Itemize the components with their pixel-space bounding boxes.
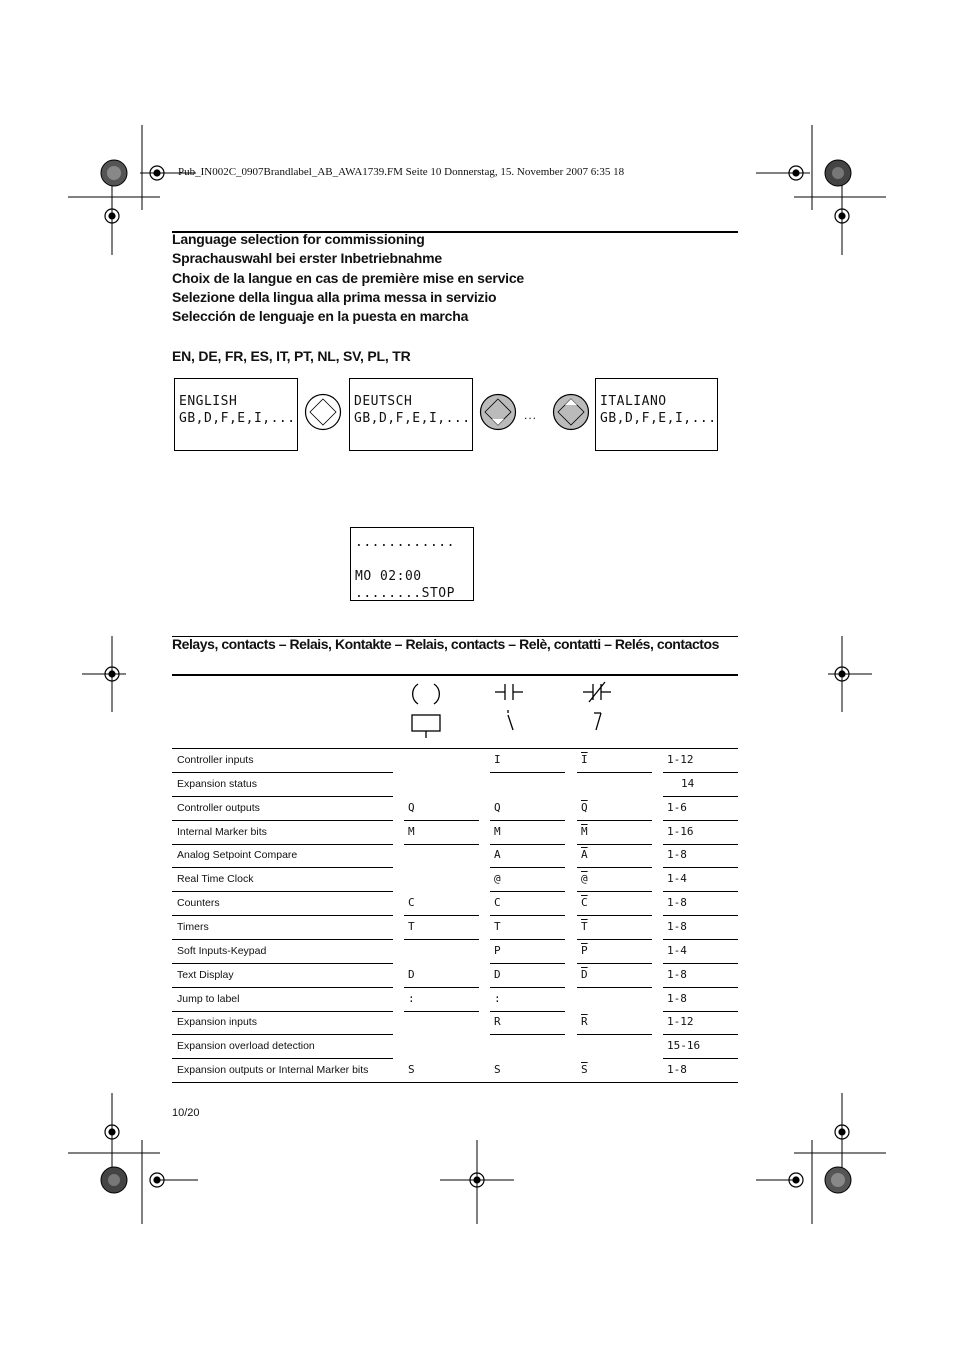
- cell-no: D: [494, 968, 501, 981]
- cell-nc: $\overline{C}$: [581, 896, 588, 909]
- cell-range: 1-8: [667, 896, 687, 909]
- cell-range: 1-12: [667, 1015, 694, 1028]
- relays-heading: Relays, contacts – Relais, Kontakte – Relais, contacts – Relè, contatti – Relés, contactos: [172, 636, 719, 652]
- table-row: [172, 964, 738, 987]
- lcd-line-1: ............: [355, 535, 455, 550]
- heading-de: Sprachauswahl bei erster Inbetriebnahme: [172, 250, 442, 266]
- row-label: Real Time Clock: [177, 873, 254, 885]
- languages-list: EN, DE, FR, ES, IT, PT, NL, SV, PL, TR: [172, 348, 411, 364]
- cell-no: Q: [494, 801, 501, 814]
- row-label: Expansion inputs: [177, 1016, 257, 1028]
- cell-coil: C: [408, 896, 415, 909]
- cell-nc: $\overline{D}$: [581, 968, 588, 981]
- heading-fr: Choix de la langue en cas de première mise en service: [172, 270, 525, 286]
- row-label: Expansion status: [177, 778, 257, 790]
- cell-range: 14: [681, 777, 695, 790]
- cell-coil: Q: [408, 801, 415, 814]
- page-number: 10/20: [172, 1107, 200, 1119]
- lcd-line-1: ENGLISH: [179, 394, 238, 409]
- cell-range: 15-16: [667, 1039, 701, 1052]
- lcd-line-3: ........STOP: [355, 586, 455, 601]
- print-slug: Pub_IN002C_0907Brandlabel_AB_AWA1739.FM Seite 10 Donnerstag, 15. November 2007 6:35 18: [178, 166, 625, 178]
- row-label: Expansion outputs or Internal Marker bits: [177, 1064, 369, 1076]
- row-label: Analog Setpoint Compare: [177, 849, 298, 861]
- row-label: Controller outputs: [177, 802, 260, 814]
- cell-range: 1-8: [667, 992, 687, 1005]
- cell-coil: :: [408, 992, 415, 1005]
- lcd-line-2: GB,D,F,E,I,...: [600, 411, 717, 426]
- lcd-line-2: MO 02:00: [355, 569, 422, 584]
- cell-range: 1-12: [667, 753, 694, 766]
- lcd-english: [174, 378, 298, 451]
- table-row: [172, 868, 738, 891]
- table-top-rule: [172, 674, 738, 676]
- table-row: [172, 844, 738, 867]
- table-row: [172, 892, 738, 915]
- lcd-line-1: ITALIANO: [600, 394, 667, 409]
- table-row: [172, 773, 738, 796]
- row-label: Counters: [177, 897, 220, 909]
- cell-range: 1-4: [667, 872, 687, 885]
- row-label: Internal Marker bits: [177, 826, 267, 838]
- cell-nc: $\overline{S}$: [581, 1063, 588, 1076]
- cell-coil: M: [408, 825, 415, 838]
- cell-range: 1-8: [667, 920, 687, 933]
- cell-no: C: [494, 896, 501, 909]
- cursor-button-plain-icon[interactable]: [304, 393, 342, 431]
- heading-es: Selección de lenguaje en la puesta en marcha: [172, 308, 469, 324]
- cell-range: 1-8: [667, 848, 687, 861]
- lcd-line-2: GB,D,F,E,I,...: [179, 411, 296, 426]
- cell-nc: @: [581, 872, 588, 885]
- cell-range: 1-8: [667, 1063, 687, 1076]
- cell-nc: $\overline{Q}$: [581, 801, 588, 814]
- cell-no: S: [494, 1063, 501, 1076]
- lcd-line-1: DEUTSCH: [354, 394, 413, 409]
- cell-no: A: [494, 848, 501, 861]
- nc-contact-symbol-icon: [580, 680, 616, 740]
- cell-range: 1-6: [667, 801, 687, 814]
- row-label: Controller inputs: [177, 754, 254, 766]
- cell-range: 1-8: [667, 968, 687, 981]
- cursor-button-up-icon[interactable]: [552, 393, 590, 431]
- row-label: Expansion overload detection: [177, 1040, 315, 1052]
- table-row: [172, 940, 738, 963]
- ellipsis: ...: [524, 408, 538, 422]
- cursor-button-down-icon[interactable]: [479, 393, 517, 431]
- table-row: [172, 1059, 738, 1082]
- cell-no: @: [494, 872, 501, 885]
- no-contact-symbol-icon: [492, 680, 528, 740]
- cell-no: M: [494, 825, 501, 838]
- table-row: [172, 988, 738, 1011]
- cell-nc: $\overline{M}$: [581, 825, 588, 838]
- cell-nc: $\overline{R}$: [581, 1015, 588, 1028]
- table-row: [172, 916, 738, 939]
- cell-no: P: [494, 944, 501, 957]
- table-bottom-rule: [172, 1082, 738, 1083]
- cell-no: T: [494, 920, 501, 933]
- table-row: [172, 1035, 738, 1058]
- table-row: [172, 797, 738, 820]
- lcd-line-2: GB,D,F,E,I,...: [354, 411, 471, 426]
- heading-it: Selezione della lingua alla prima messa in servizio: [172, 289, 497, 305]
- row-label: Timers: [177, 921, 209, 933]
- cell-coil: T: [408, 920, 415, 933]
- cell-coil: D: [408, 968, 415, 981]
- cell-range: 1-4: [667, 944, 687, 957]
- lcd-deutsch: [349, 378, 473, 451]
- cell-nc: $\overline{P}$: [581, 944, 588, 957]
- cell-no: R: [494, 1015, 501, 1028]
- row-label: Text Display: [177, 969, 234, 981]
- lcd-italiano: [595, 378, 718, 451]
- cell-nc: $\overline{I}$: [581, 753, 588, 766]
- cell-nc: $\overline{T}$: [581, 920, 588, 933]
- table-row: [172, 1011, 738, 1034]
- cell-range: 1-16: [667, 825, 694, 838]
- lcd-status: [350, 527, 474, 601]
- table-row: [172, 821, 738, 844]
- coil-symbol-icon: [408, 680, 444, 740]
- table-row: [172, 749, 738, 772]
- row-label: Soft Inputs-Keypad: [177, 945, 267, 957]
- row-label: Jump to label: [177, 993, 240, 1005]
- cell-no: I: [494, 753, 501, 766]
- cell-no: :: [494, 992, 501, 1005]
- cell-coil: S: [408, 1063, 415, 1076]
- cell-nc: $\overline{A}$: [581, 848, 588, 861]
- heading-en: Language selection for commissioning: [172, 231, 425, 247]
